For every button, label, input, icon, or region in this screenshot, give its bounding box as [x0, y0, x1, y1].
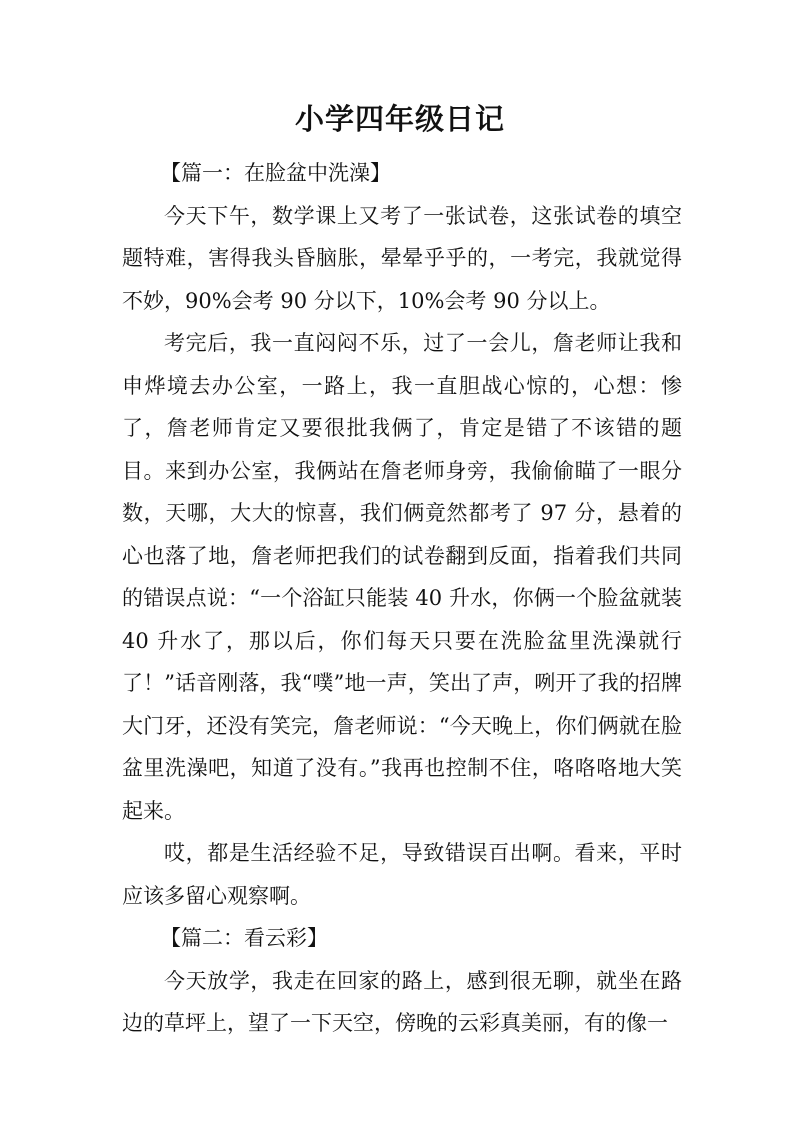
paragraph: 考完后，我一直闷闷不乐，过了一会儿，詹老师让我和申烨境去办公室，一路上，我一直胆战心惊的，心想：惨了，詹老师肯定又要很批我俩了，肯定是错了不该错的题目。来到办公室，我俩站在詹老师身旁，我偷偷瞄了一眼分数，天哪，大大的惊喜，我们俩竟然都考了 97 分，悬着的心也落了地，詹老师把我们的试卷翻到反面，指着我们共同的错误点说：“一个浴缸只能装 40 升水，你俩一个脸盆就装 40 升水了，那以后，你们每天只要在洗脸盆里洗澡就行了！”话音刚落，我“噗”地一声，笑出了声，咧开了我的招牌大门牙，还没有笑完，詹老师说：“今天晚上，你们俩就在脸盆里洗澡吧，知道了没有。”我再也控制不住，咯咯咯地大笑起来。 [122, 331, 682, 823]
section-heading-2: 【篇二：看云彩】 [160, 926, 328, 950]
paragraph: 哎，都是生活经验不足，导致错误百出啊。看来，平时应该多留心观察啊。 [122, 841, 682, 908]
paragraph: 今天放学，我走在回家的路上，感到很无聊，就坐在路边的草坪上，望了一下天空，傍晚的云彩真美丽，有的像一 [122, 968, 682, 1035]
document-body [122, 152, 682, 1045]
document-title: 小学四年级日记 [294, 102, 505, 136]
section-heading-1: 【篇一：在脸盆中洗澡】 [160, 161, 391, 185]
paragraph: 今天下午，数学课上又考了一张试卷，这张试卷的填空题特难，害得我头昏脑胀，晕晕乎乎的，一考完，我就觉得不妙，90%会考 90 分以下，10%会考 90 分以上。 [122, 203, 682, 313]
